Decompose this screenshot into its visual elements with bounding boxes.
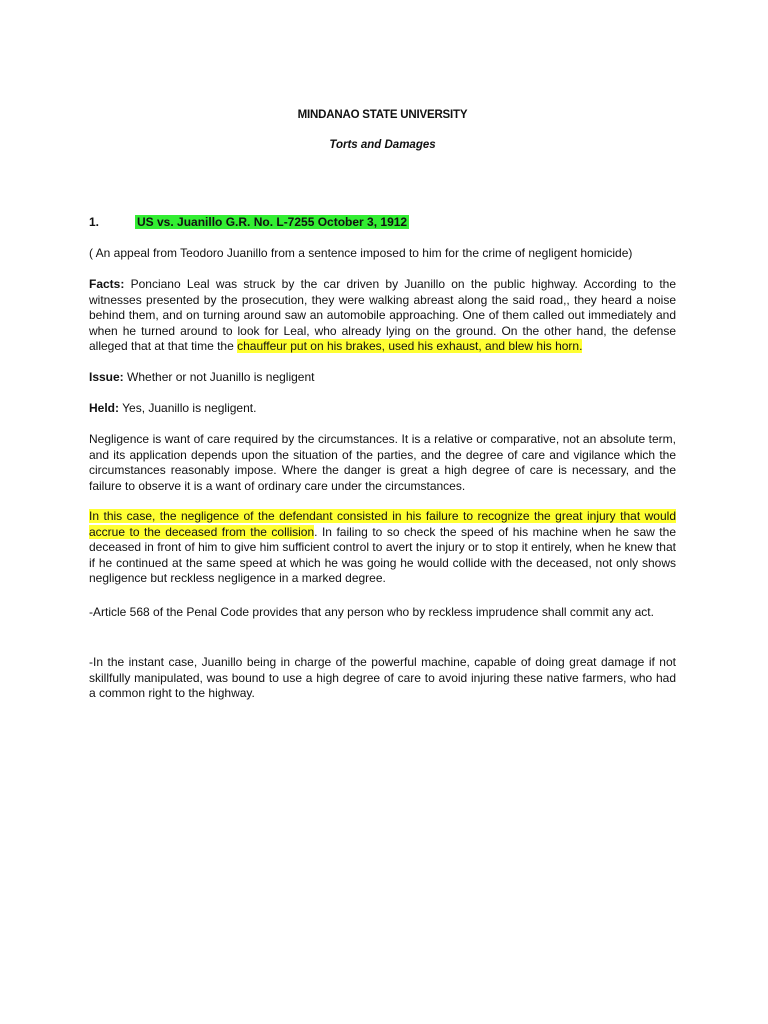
held-text: Yes, Juanillo is negligent. bbox=[122, 401, 257, 415]
case-paragraph bbox=[89, 509, 676, 587]
instant-case-paragraph: -In the instant case, Juanillo being in charge of the powerful machine, capable of doing great damage if not skillfully manipulated, was bound to use a high degree of care to avoid injuring these native farmers, who had a common right to the highway. bbox=[89, 655, 676, 700]
facts-highlight: chauffeur put on his brakes, used his exhaust, and blew his horn. bbox=[237, 339, 583, 353]
issue-label: Issue: bbox=[89, 370, 124, 384]
facts-paragraph bbox=[89, 277, 676, 355]
case-number: 1. bbox=[89, 215, 100, 229]
issue-paragraph bbox=[89, 370, 676, 386]
facts-text: Ponciano Leal was struck by the car driven by Juanillo on the public highway. According to the witnesses presented by the prosecution, they were walking abreast along the said road,, they heard a noise behind them, and on turning around saw an automobile approaching. One of them called out immediately and when he turned around to look for Leal, who already lying on the ground. On the other hand, the defense alleged that at that time the bbox=[89, 277, 677, 353]
held-paragraph bbox=[89, 401, 676, 417]
subject-subtitle: Torts and Damages bbox=[329, 139, 436, 151]
case-highlight: In this case, the negligence of the defendant consisted in his failure to recognize the great injury that would accrue to the deceased from the collision bbox=[89, 509, 676, 539]
case-text: . In failing to so check the speed of his machine when he saw the deceased in front of him to give him sufficient control to avert the injury or to stop it entirely, when he knew that if he continued at the same speed at which he was going he would collide with the deceased, not only shows negligence but reckless negligence in a marked degree. bbox=[89, 524, 676, 585]
held-label: Held: bbox=[89, 401, 119, 415]
issue-text: Whether or not Juanillo is negligent bbox=[127, 370, 315, 384]
facts-label: Facts: bbox=[89, 277, 125, 291]
case-title: US vs. Juanillo G.R. No. L-7255 October 3, 1912 bbox=[137, 215, 408, 229]
university-title: MINDANAO STATE UNIVERSITY bbox=[297, 109, 468, 121]
case-heading bbox=[89, 215, 676, 231]
negligence-paragraph: Negligence is want of care required by the circumstances. It is a relative or comparative, not an absolute term, and its application depends upon the situation of the parties, and the degree of care and vigilance which the circumstances reasonably impose. Where the danger is great a high degree of care is necessary, and the failure to observe it is a want of ordinary care under the circumstances. bbox=[89, 432, 676, 493]
article-paragraph: -Article 568 of the Penal Code provides that any person who by reckless imprudence shall commit any act. bbox=[89, 605, 654, 619]
appeal-paragraph: ( An appeal from Teodoro Juanillo from a sentence imposed to him for the crime of negligent homicide) bbox=[89, 246, 633, 260]
